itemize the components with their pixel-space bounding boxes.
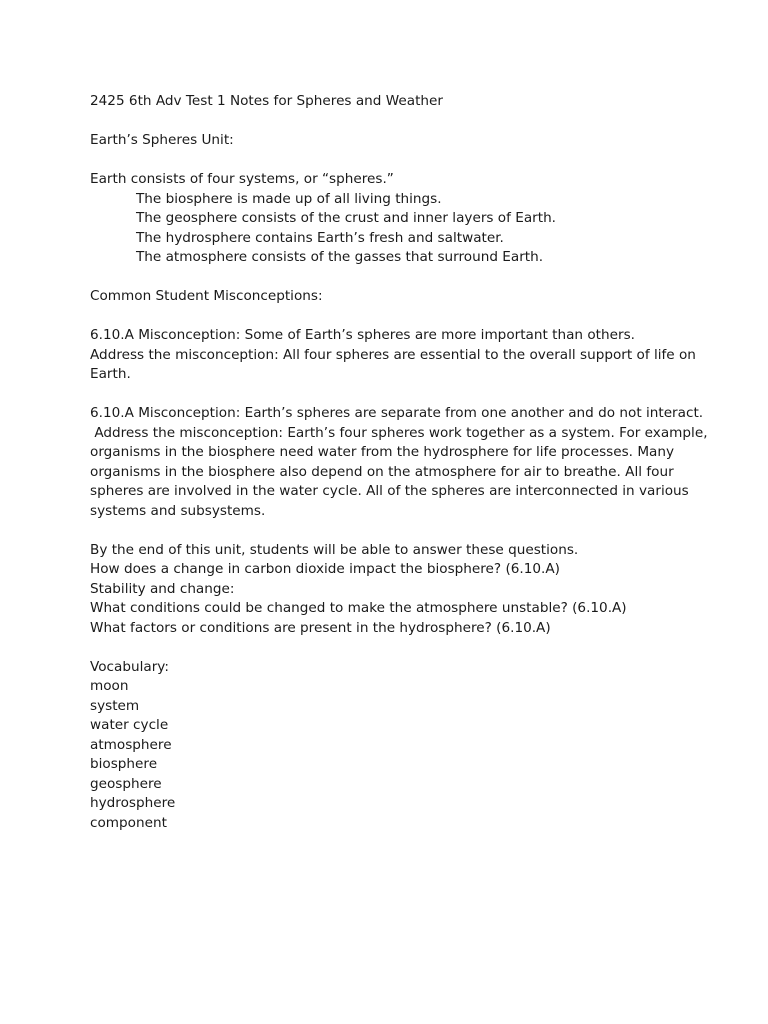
spacer (90, 521, 678, 541)
misconception-statement: 6.10.A Misconception: Some of Earth’s spheres are more important than others. (90, 327, 635, 343)
sphere-item-hydrosphere: The hydrosphere contains Earth’s fresh and saltwater. (136, 229, 504, 246)
spacer (90, 268, 678, 288)
misconception-2 (90, 404, 708, 521)
vocabulary-item: atmosphere (90, 736, 172, 753)
spacer (90, 385, 678, 405)
sphere-item-geosphere: The geosphere consists of the crust and inner layers of Earth. (136, 210, 557, 226)
misconception-address-line: organisms in the biosphere also depend on the atmosphere for air to breathe. All four (90, 463, 674, 480)
vocabulary-item: hydrosphere (90, 795, 176, 811)
vocabulary-item: biosphere (90, 756, 158, 772)
vocabulary-item: geosphere (90, 775, 162, 792)
misconceptions-heading: Common Student Misconceptions: (90, 288, 323, 304)
document-title: 2425 6th Adv Test 1 Notes for Spheres and Weather (90, 93, 443, 109)
spacer (90, 151, 678, 171)
questions-intro: By the end of this unit, students will be able to answer these questions. (90, 541, 579, 558)
sphere-item-biosphere: The biosphere is made up of all living things. (136, 190, 442, 207)
vocabulary-section (90, 658, 678, 834)
vocabulary-item: component (90, 814, 167, 831)
question-item: What factors or conditions are present in the hydrosphere? (6.10.A) (90, 619, 551, 636)
spheres-intro: Earth consists of four systems, or “spheres.” (90, 171, 394, 187)
stability-heading: Stability and change: (90, 580, 235, 597)
misconception-1 (90, 326, 696, 385)
misconception-address-line: Address the misconception: All four spheres are essential to the overall support of life on (90, 346, 696, 363)
unit-heading: Earth’s Spheres Unit: (90, 132, 234, 148)
vocabulary-item: water cycle (90, 717, 169, 733)
misconception-statement: 6.10.A Misconception: Earth’s spheres are separate from one another and do not interact. (90, 405, 704, 421)
vocabulary-item: moon (90, 678, 129, 694)
misconception-address-line: organisms in the biosphere need water from the hydrosphere for life processes. Many (90, 444, 675, 460)
question-item: What conditions could be changed to make the atmosphere unstable? (6.10.A) (90, 600, 627, 616)
vocabulary-item: system (90, 697, 140, 714)
question-item: How does a change in carbon dioxide impact the biosphere? (6.10.A) (90, 561, 560, 577)
misconception-address-line: Address the misconception: Earth’s four spheres work together as a system. For example, (90, 424, 708, 441)
spacer (90, 307, 678, 327)
sphere-item-atmosphere: The atmosphere consists of the gasses that surround Earth. (136, 249, 544, 265)
questions-section (90, 541, 678, 639)
vocabulary-heading: Vocabulary: (90, 658, 169, 675)
misconception-address-line: Earth. (90, 366, 131, 382)
misconception-address-line: spheres are involved in the water cycle. All of the spheres are interconnected in various (90, 483, 689, 499)
misconception-address-line: systems and subsystems. (90, 502, 266, 519)
spacer (90, 112, 678, 132)
spacer (90, 638, 678, 658)
spheres-list (90, 190, 678, 268)
